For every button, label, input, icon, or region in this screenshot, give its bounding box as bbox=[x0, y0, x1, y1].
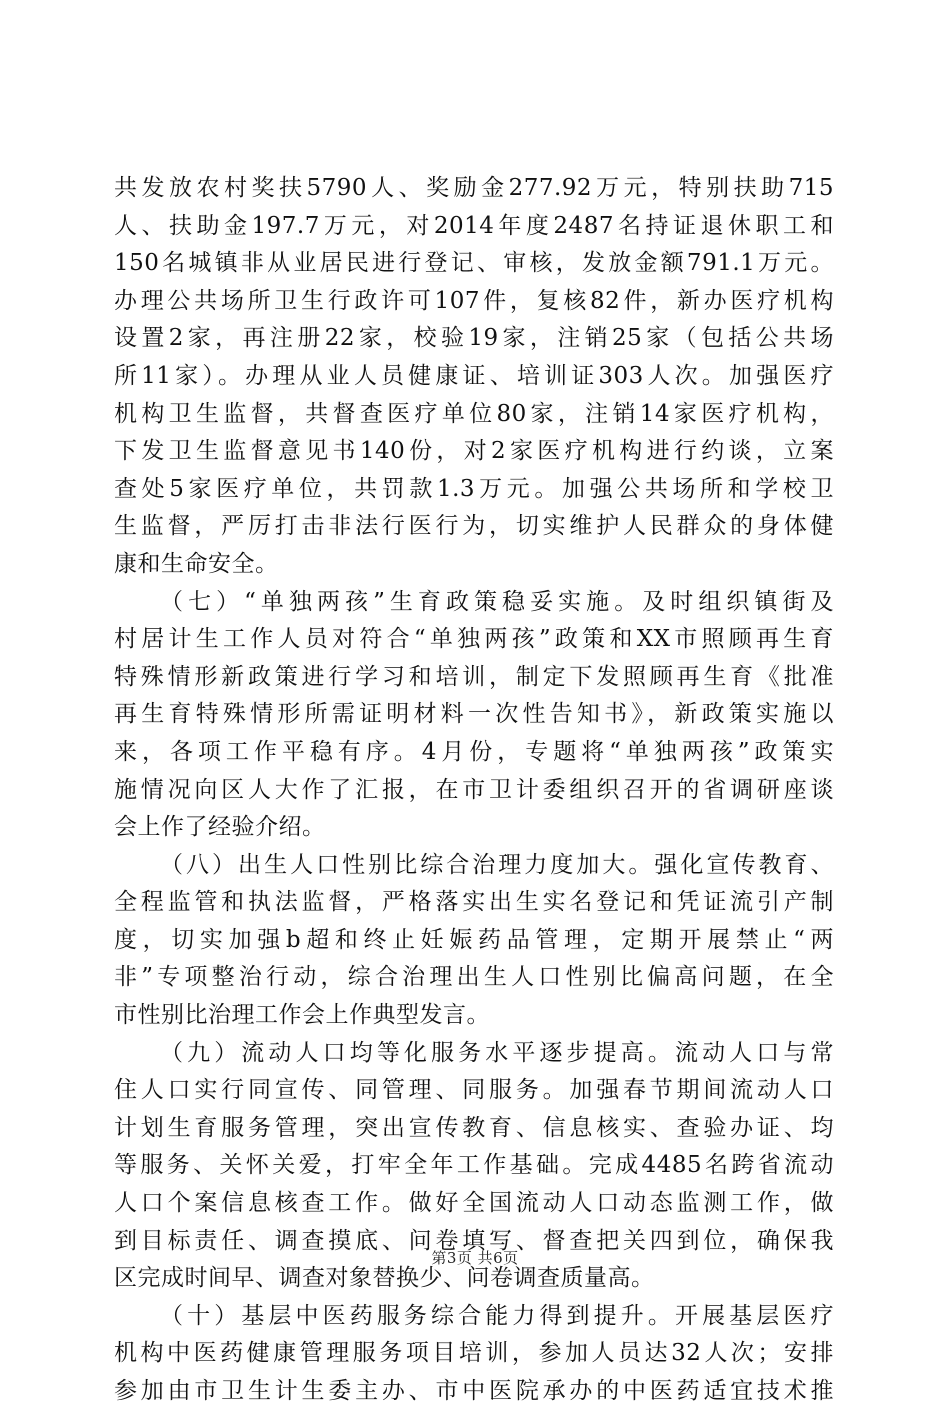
text-line: 施情况向区人大作了汇报，在市卫计委组织召开的省调研座谈 bbox=[114, 776, 834, 803]
text-line: 生监督，严厉打击非法行医行为，切实维护人民群众的身体健 bbox=[114, 513, 834, 540]
text-line: 到目标责任、调查摸底、问卷填写、督查把关四到位，确保我 bbox=[114, 1227, 834, 1254]
text-line: 办理公共场所卫生行政许可107件，复核82件，新办医疗机构 bbox=[114, 287, 834, 314]
text-line: 下发卫生监督意见书140份，对2家医疗机构进行约谈，立案 bbox=[114, 438, 834, 465]
text-line: 查处5家医疗单位，共罚款1.3万元。加强公共场所和学校卫 bbox=[114, 475, 834, 502]
text-line: 所11家）。办理从业人员健康证、培训证303人次。加强医疗 bbox=[114, 362, 834, 389]
text-line: 机构中医药健康管理服务项目培训，参加人员达32人次；安排 bbox=[114, 1340, 834, 1367]
section-heading-line: （十）基层中医药服务综合能力得到提升。开展基层医疗 bbox=[160, 1302, 834, 1329]
text-line: 设置2家，再注册22家，校验19家，注销25家（包括公共场 bbox=[114, 325, 834, 352]
text-line: 共发放农村奖扶5790人、奖励金277.92万元，特别扶助715 bbox=[114, 175, 834, 201]
text-line: 机构卫生监督，共督查医疗单位80家，注销14家医疗机构， bbox=[114, 400, 834, 427]
text-line: 等服务、关怀关爱，打牢全年工作基础。完成4485名跨省流动 bbox=[114, 1152, 834, 1179]
text-line: 会上作了经验介绍。 bbox=[114, 814, 326, 841]
text-line: 康和生命安全。 bbox=[114, 550, 279, 577]
text-line: 区完成时间早、调查对象替换少、问卷调查质量高。 bbox=[114, 1265, 655, 1292]
text-line: 度，切实加强b超和终止妊娠药品管理，定期开展禁止“两 bbox=[114, 926, 834, 953]
text-line: 再生育特殊情形所需证明材料一次性告知书》，新政策实施以 bbox=[114, 701, 834, 728]
text-line: 150名城镇非从业居民进行登记、审核，发放金额791.1万元。 bbox=[114, 250, 834, 277]
document-body bbox=[114, 170, 834, 1411]
section-heading-line: （七）“单独两孩”生育政策稳妥实施。及时组织镇街及 bbox=[160, 588, 834, 615]
text-line: 计划生育服务管理，突出宣传教育、信息核实、查验办证、均 bbox=[114, 1114, 834, 1141]
text-line: 参加由市卫生计生委主办、市中医院承办的中医药适宜技术推 bbox=[114, 1378, 834, 1404]
text-line: 村居计生工作人员对符合“单独两孩”政策和XX市照顾再生育 bbox=[114, 626, 834, 653]
text-line: 人、扶助金197.7万元，对2014年度2487名持证退休职工和 bbox=[114, 212, 834, 239]
text-line: 特殊情形新政策进行学习和培训，制定下发照顾再生育《批准 bbox=[114, 663, 834, 690]
section-heading-line: （八）出生人口性别比综合治理力度加大。强化宣传教育、 bbox=[160, 851, 834, 878]
section-heading-line: （九）流动人口均等化服务水平逐步提高。流动人口与常 bbox=[160, 1039, 834, 1066]
text-line: 人口个案信息核查工作。做好全国流动人口动态监测工作，做 bbox=[114, 1190, 834, 1217]
text-line: 市性别比治理工作会上作典型发言。 bbox=[114, 1002, 490, 1029]
text-line: 住人口实行同宣传、同管理、同服务。加强春节期间流动人口 bbox=[114, 1077, 834, 1104]
text-line: 非”专项整治行动，综合治理出生人口性别比偏高问题，在全 bbox=[114, 964, 834, 991]
text-line: 来，各项工作平稳有序。4月份，专题将“单独两孩”政策实 bbox=[114, 738, 834, 765]
page-footer: 第3页 共6页 bbox=[431, 1249, 519, 1267]
text-line: 全程监管和执法监督，严格落实出生实名登记和凭证流引产制 bbox=[114, 889, 834, 916]
